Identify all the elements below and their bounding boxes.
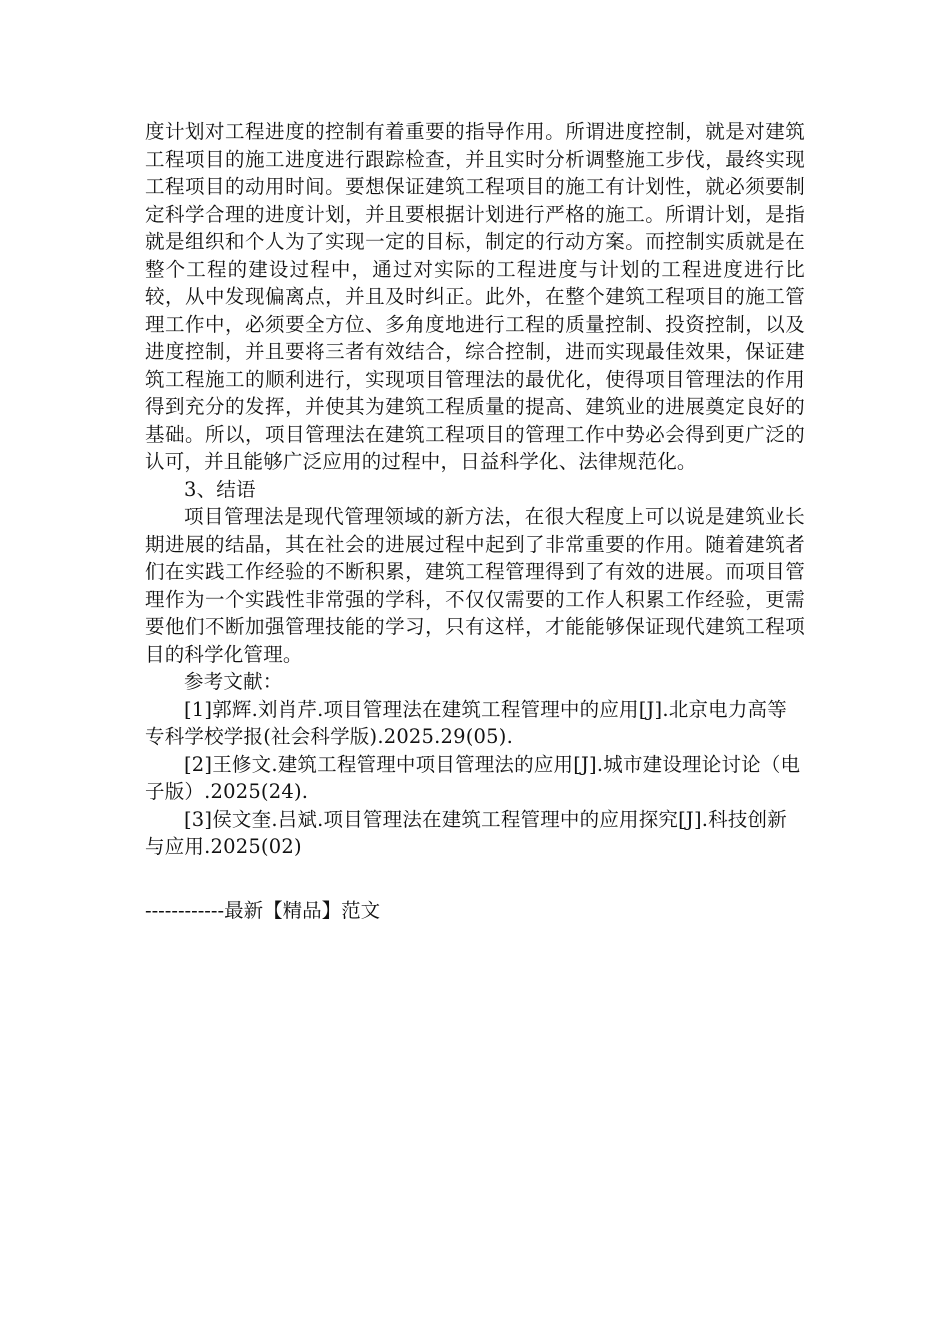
reference-item-1: [1]郭辉.刘肖芹.项目管理法在建筑工程管理中的应用[J].北京电力高等专科学校学报(社会科学版).2025.29(05). bbox=[145, 697, 787, 748]
document-body bbox=[145, 118, 805, 861]
reference-item-3: [3]侯文奎.吕斌.项目管理法在建筑工程管理中的应用探究[J].科技创新与应用.2025(02) bbox=[145, 807, 787, 858]
page-footer: ------------最新【精品】范文 bbox=[145, 899, 381, 922]
paragraph-continuation: 度计划对工程进度的控制有着重要的指导作用。所谓进度控制，就是对建筑工程项目的施工进度进行跟踪检查，并且实时分析调整施工步伐，最终实现工程项目的动用时间。要想保证建筑工程项目的施工有计划性，就必须要制定科学合理的进度计划，并且要根据计划进行严格的施工。所谓计划，是指就是组织和个人为了实现一定的目标，制定的行动方案。而控制实质就是在整个工程的建设过程中，通过对实际的工程进度与计划的工程进度进行比较，从中发现偏离点，并且及时纠正。此外，在整个建筑工程项目的施工管理工作中，必须要全方位、多角度地进行工程的质量控制、投资控制，以及进度控制，并且要将三者有效结合，综合控制，进而实现最佳效果，保证建筑工程施工的顺利进行，实现项目管理法的最优化，使得项目管理法的作用得到充分的发挥，并使其为建筑工程质量的提高、建筑业的进展奠定良好的基础。所以，项目管理法在建筑工程项目的管理工作中势必会得到更广泛的认可，并且能够广泛应用的过程中，日益科学化、法律规范化。 bbox=[145, 120, 805, 473]
references-heading: 参考文献： bbox=[184, 670, 283, 693]
section-heading-conclusion: 3、结语 bbox=[184, 477, 256, 501]
reference-list bbox=[145, 696, 805, 861]
paragraph-conclusion: 项目管理法是现代管理领域的新方法，在很大程度上可以说是建筑业长期进展的结晶，其在社会的进展过程中起到了非常重要的作用。随着建筑者们在实践工作经验的不断积累，建筑工程管理得到了有效的进展。而项目管理作为一个实践性非常强的学科，不仅仅需要的工作人积累工作经验，更需要他们不断加强管理技能的学习，只有这样，才能能够保证现代建筑工程项目的科学化管理。 bbox=[145, 505, 805, 666]
reference-item-2: [2]王修文.建筑工程管理中项目管理法的应用[J].城市建设理论讨论（电子版）.2025(24). bbox=[145, 752, 801, 803]
